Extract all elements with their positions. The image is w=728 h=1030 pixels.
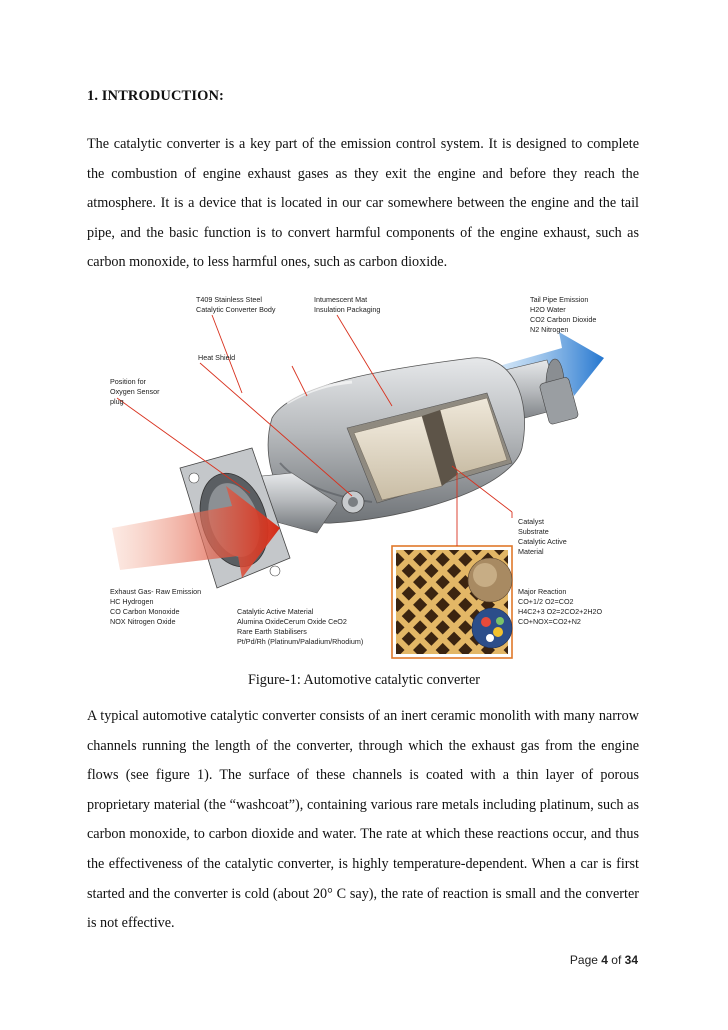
label-tail-2: H2O Water — [530, 305, 566, 314]
label-tail-4: N2 Nitrogen — [530, 325, 569, 334]
total-pages: 34 — [624, 953, 638, 967]
label-body-2: Catalytic Converter Body — [196, 305, 276, 314]
label-pos-1: Position for — [110, 377, 146, 386]
label-mat-2: Insulation Packaging — [314, 305, 381, 314]
catalytic-converter-figure — [92, 288, 638, 660]
label-exh-2: HC Hydrogen — [110, 597, 154, 606]
page-prefix: Page — [569, 953, 602, 967]
label-act-2: Alumina OxideCerum Oxide CeO2 — [237, 617, 347, 626]
page-of: of — [607, 953, 625, 967]
label-pos-2: Oxygen Sensor — [110, 387, 160, 396]
label-tail-3: CO2 Carbon Dioxide — [530, 315, 597, 324]
body-paragraph: A typical automotive catalytic converter consists of an inert ceramic monolith with many narrow channels running the length of the converter, through which the exhaust gas from the engine flows (see figure 1). The surface of these channels is coated with a thin layer of porous proprietary material (the “washcoat”), containing various rare metals including platinum, such as carbon monoxide, to carbon dioxide and water. The rate at which these reactions occur, and thus the effectiveness of the catalytic converter, is highly temperature-dependent. When a car is first started and the converter is cold (about 20° C say), the rate of reaction is small and the converter is not effective. — [87, 708, 639, 932]
section-heading: 1. INTRODUCTION: — [87, 88, 224, 104]
page-number — [570, 953, 638, 967]
label-act-3: Rare Earth Stabilisers — [237, 627, 307, 636]
label-body-1: T409 Stainless Steel — [196, 295, 262, 304]
label-rx-3: H4C2+3 O2=2CO2+2H2O — [518, 607, 603, 616]
label-rx-1: Major Reaction — [518, 587, 567, 596]
label-exh-3: CO Carbon Monoxide — [110, 607, 180, 616]
label-exh-1: Exhaust Gas- Raw Emission — [110, 587, 202, 596]
label-pos-3: plug — [110, 397, 124, 406]
label-rx-2: CO+1/2 O2=CO2 — [518, 597, 574, 606]
current-page: 4 — [601, 953, 608, 967]
figure-caption: Figure-1: Automotive catalytic converter — [247, 672, 481, 688]
label-act-1: Catalytic Active Material — [237, 607, 314, 616]
label-heat-shield: Heat Shield — [198, 353, 236, 362]
label-cat-3: Catalytic Active — [518, 537, 567, 546]
label-tail-1: Tail Pipe Emission — [530, 295, 589, 304]
label-rx-4: CO+NOX=CO2+N2 — [518, 617, 581, 626]
label-cat-1: Catalyst — [518, 517, 544, 526]
label-mat-1: Intumescent Mat — [314, 295, 368, 304]
honeycomb-inset — [392, 546, 512, 658]
label-cat-2: Substrate — [518, 527, 549, 536]
label-act-4: Pt/Pd/Rh (Platinum/Paladium/Rhodium) — [237, 637, 364, 646]
intro-paragraph: The catalytic converter is a key part of the emission control system. It is designed to complete the combustion of engine exhaust gases as they exit the engine and before they reach the atmosphere. It is a device that is located in our car somewhere between the engine and the tail pipe, and the basic function is to convert harmful components of the engine exhaust, such as carbon monoxide, to less harmful ones, such as carbon dioxide. — [87, 136, 639, 271]
label-exh-4: NOX Nitrogen Oxide — [110, 617, 176, 626]
label-cat-4: Material — [518, 547, 544, 556]
